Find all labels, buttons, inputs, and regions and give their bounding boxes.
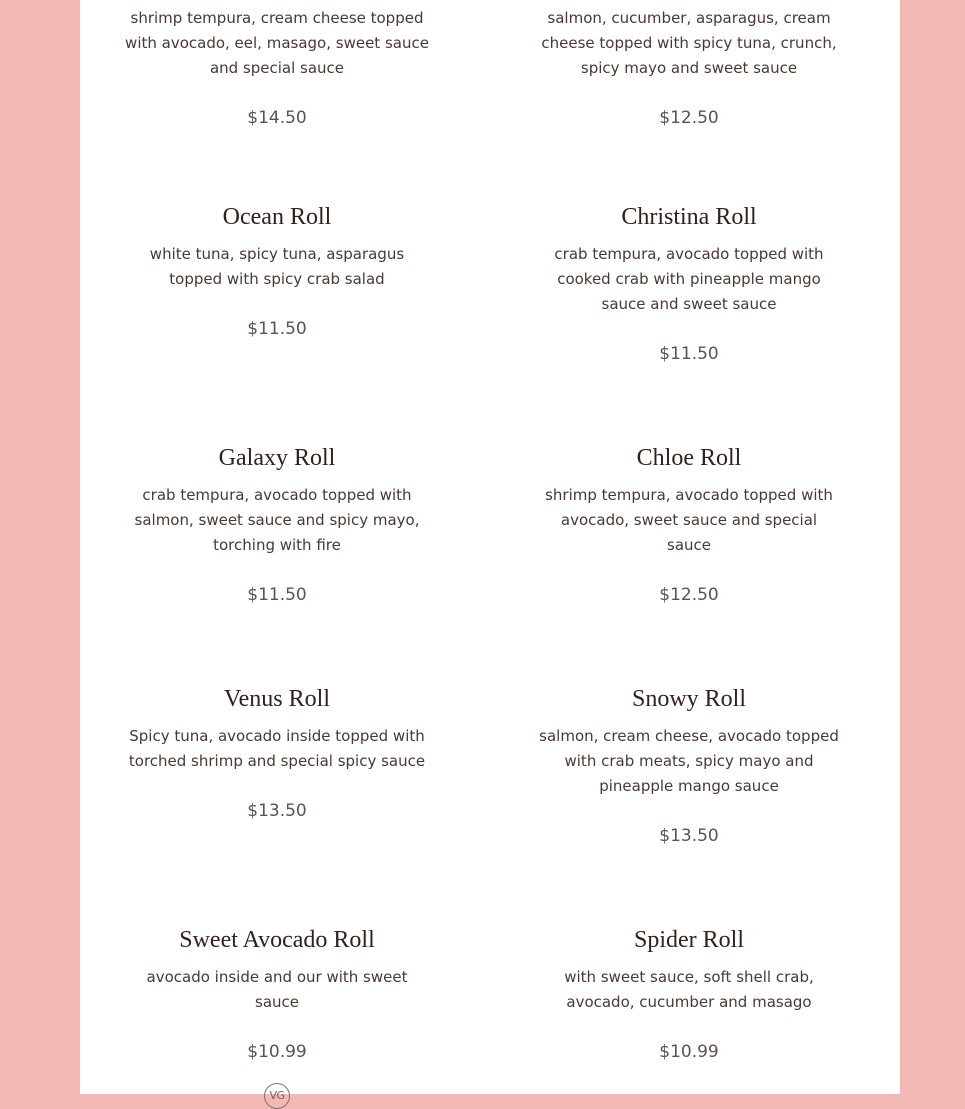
menu-item-description: avocado inside and our with sweet sauce <box>146 968 408 1011</box>
menu-item-price: $11.50 <box>247 585 307 605</box>
menu-item-name: Spider Roll <box>633 927 744 953</box>
menu-item-price: $11.50 <box>659 344 719 364</box>
menu-item-description: salmon, cream cheese, avocado topped with crab meats, spicy mayo and pineapple mango sauce <box>539 727 839 795</box>
menu-item-description: crab tempura, avocado topped with salmon, sweet sauce and spicy mayo, torching with fire <box>134 486 420 554</box>
menu-item-price: $13.50 <box>247 801 307 821</box>
menu-item-name: Galaxy Roll <box>218 445 336 471</box>
menu-item-description: crab tempura, avocado topped with cooked crab with pineapple mango sauce and sweet sauce <box>554 245 824 313</box>
menu-item-description: shrimp tempura, avocado topped with avocado, sweet sauce and special sauce <box>545 486 833 554</box>
menu-item <box>117 6 437 130</box>
menu-item-name: Ocean Roll <box>222 204 332 230</box>
vegan-badge-icon: VG <box>264 1083 290 1109</box>
menu-item-venus-roll <box>117 684 437 823</box>
menu-item-description: shrimp tempura, cream cheese topped with avocado, eel, masago, sweet sauce and special sauce <box>125 9 429 77</box>
menu-item-name: Venus Roll <box>223 686 330 712</box>
menu-item-christina-roll <box>529 202 849 366</box>
menu-item <box>529 6 849 130</box>
menu-item-description: Spicy tuna, avocado inside topped with torched shrimp and special spicy sauce <box>128 727 426 770</box>
menu-item-description: with sweet sauce, soft shell crab, avocado, cucumber and masago <box>564 968 814 1011</box>
menu-item-chloe-roll <box>529 443 849 607</box>
menu-item-name: Chloe Roll <box>636 445 742 471</box>
menu-item-description: white tuna, spicy tuna, asparagus topped with spicy crab salad <box>149 245 405 288</box>
menu-item-price: $14.50 <box>247 108 307 128</box>
menu-item-price: $13.50 <box>659 826 719 846</box>
menu-item-sweet-avocado-roll <box>117 925 437 1109</box>
menu-item-price: $10.99 <box>659 1042 719 1062</box>
menu-item-spider-roll <box>529 925 849 1064</box>
menu-item-price: $11.50 <box>247 319 307 339</box>
menu-item-name: Christina Roll <box>621 204 757 230</box>
menu-item-ocean-roll <box>117 202 437 341</box>
menu-item-price: $10.99 <box>247 1042 307 1062</box>
menu-item-name: Snowy Roll <box>631 686 747 712</box>
menu-item-description: salmon, cucumber, asparagus, cream cheese topped with spicy tuna, crunch, spicy mayo and sweet sauce <box>541 9 837 77</box>
menu-item-galaxy-roll <box>117 443 437 607</box>
menu-item-name: Sweet Avocado Roll <box>179 927 375 953</box>
menu-item-price: $12.50 <box>659 108 719 128</box>
menu-panel <box>80 0 900 1102</box>
menu-item-price: $12.50 <box>659 585 719 605</box>
menu-item-snowy-roll <box>529 684 849 848</box>
